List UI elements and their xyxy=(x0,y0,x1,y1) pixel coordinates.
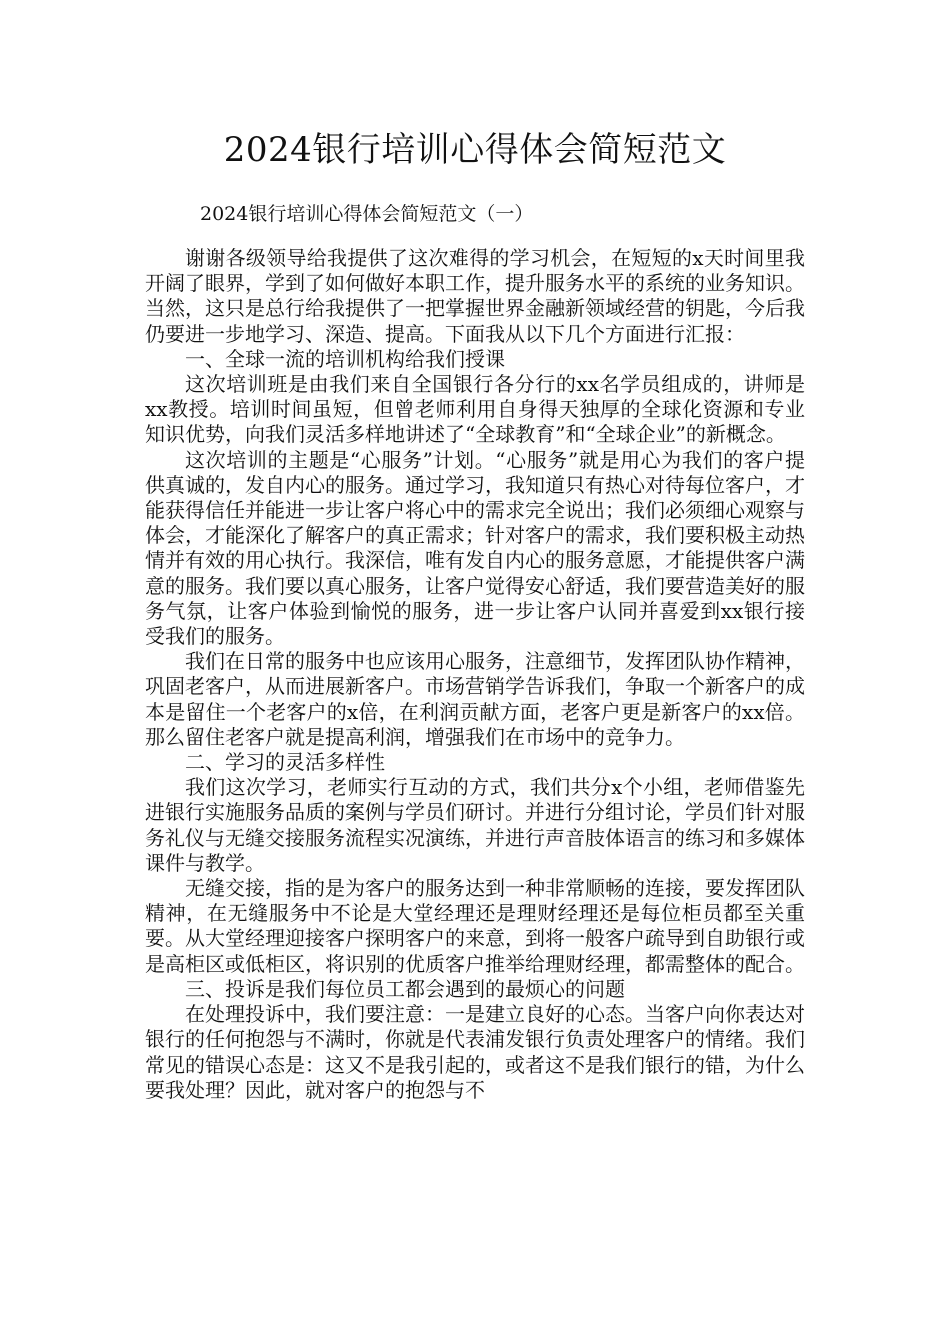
document-title: 2024银行培训心得体会简短范文 xyxy=(223,130,727,170)
body-paragraph: 我们这次学习，老师实行互动的方式，我们共分x个小组，老师借鉴先进银行实施服务品质的案例与学员们研讨。并进行分组讨论，学员们针对服务礼仪与无缝交接服务流程实况演练，并进行声音肢体语言的练习和多媒体课件与教学。 xyxy=(145,775,805,875)
document-subtitle: 2024银行培训心得体会简短范文（一） xyxy=(200,203,534,225)
section-heading: 二、学习的灵活多样性 xyxy=(185,750,385,775)
document-body xyxy=(145,246,805,1103)
body-paragraph: 在处理投诉中，我们要注意：一是建立良好的心态。当客户向你表达对银行的任何抱怨与不满时，你就是代表浦发银行负责处理客户的情绪。我们常见的错误心态是：这又不是我引起的，或者这不是我们银行的错，为什么要我处理？因此，就对客户的抱怨与不 xyxy=(145,1002,805,1102)
body-paragraph: 这次培训的主题是“心服务”计划。“心服务”就是用心为我们的客户提供真诚的，发自内心的服务。通过学习，我知道只有热心对待每位客户，才能获得信任并能进一步让客户将心中的需求完全说出；我们必须细心观察与体会，才能深化了解客户的真正需求；针对客户的需求，我们要积极主动热情并有效的用心执行。我深信，唯有发自内心的服务意愿，才能提供客户满意的服务。我们要以真心服务，让客户觉得安心舒适，我们要营造美好的服务气氛，让客户体验到愉悦的服务，进一步让客户认同并喜爱到xx银行接受我们的服务。 xyxy=(145,447,805,649)
body-paragraph: 这次培训班是由我们来自全国银行各分行的xx名学员组成的，讲师是xx教授。培训时间虽短，但曾老师利用自身得天独厚的全球化资源和专业知识优势，向我们灵活多样地讲述了“全球教育”和“全球企业”的新概念。 xyxy=(145,372,805,447)
section-heading: 三、投诉是我们每位员工都会遇到的最烦心的问题 xyxy=(185,976,625,1001)
body-paragraph: 谢谢各级领导给我提供了这次难得的学习机会，在短短的x天时间里我开阔了眼界，学到了如何做好本职工作，提升服务水平的系统的业务知识。当然，这只是总行给我提供了一把掌握世界金融新领域经营的钥匙，今后我仍要进一步地学习、深造、提高。下面我从以下几个方面进行汇报： xyxy=(145,246,805,346)
body-paragraph: 无缝交接，指的是为客户的服务达到一种非常顺畅的连接，要发挥团队精神，在无缝服务中不论是大堂经理还是理财经理还是每位柜员都至关重要。从大堂经理迎接客户探明客户的来意，到将一般客户疏导到自助银行或是高柜区或低柜区，将识别的优质客户推举给理财经理，都需整体的配合。 xyxy=(145,876,805,976)
body-paragraph: 我们在日常的服务中也应该用心服务，注意细节，发挥团队协作精神，巩固老客户，从而进展新客户。市场营销学告诉我们，争取一个新客户的成本是留住一个老客户的x倍，在利润贡献方面，老客户更是新客户的xx倍。那么留住老客户就是提高利润，增强我们在市场中的竞争力。 xyxy=(145,649,805,749)
section-heading: 一、全球一流的培训机构给我们授课 xyxy=(185,346,505,371)
